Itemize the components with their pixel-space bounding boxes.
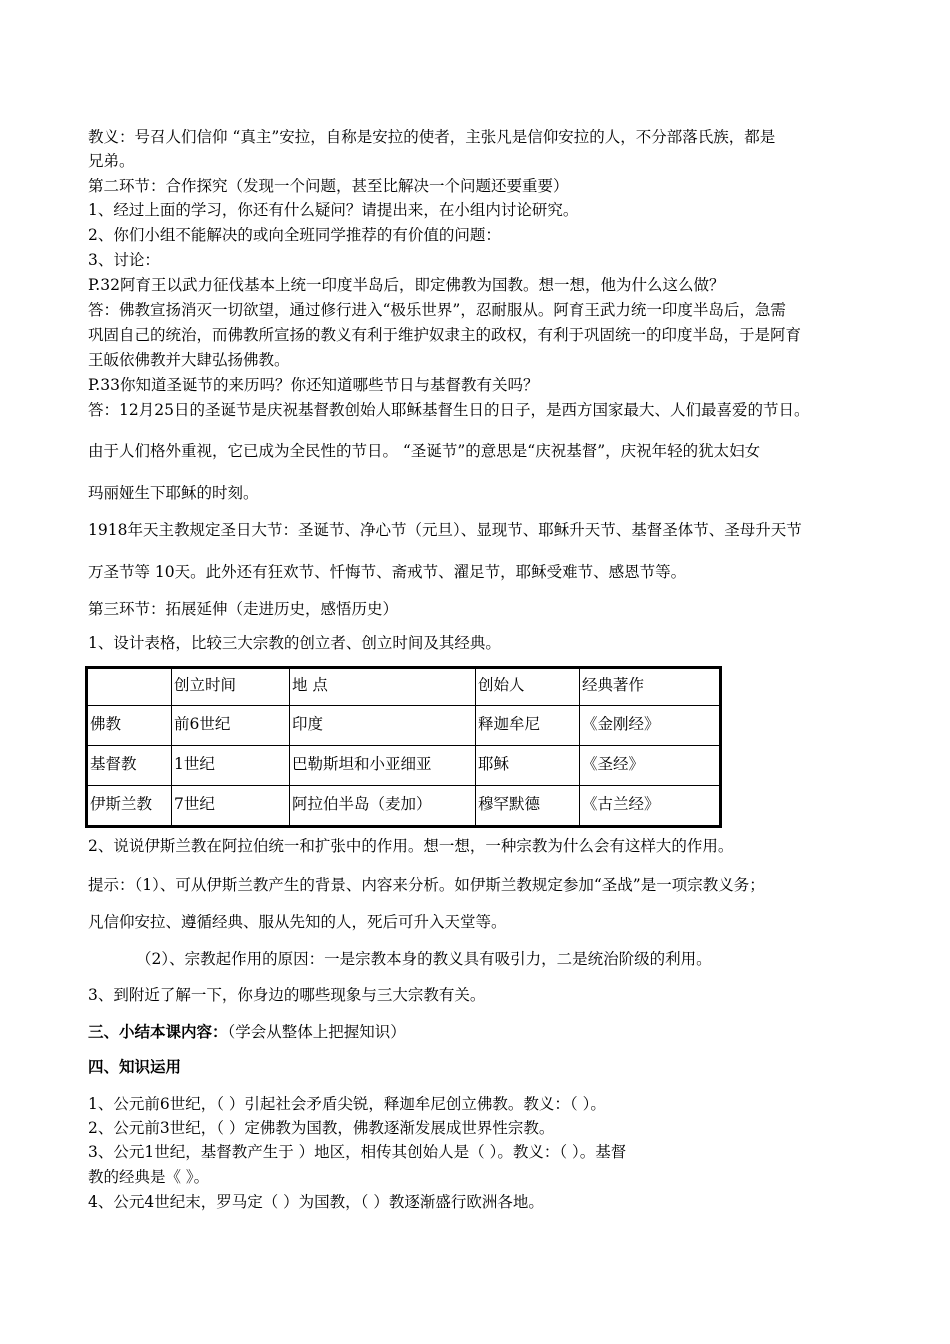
section-heading: 第三环节：拓展延伸（走进历史，感悟历史）: [88, 600, 399, 618]
text-line: 1、经过上面的学习，你还有什么疑问？请提出来，在小组内讨论研究。: [88, 201, 579, 219]
text-line: 2、你们小组不能解决的或向全班同学推荐的有价值的问题：: [88, 226, 501, 244]
answer-line: 1918年天主教规定圣日大节：圣诞节、净心节（元旦）、显现节、耶稣升天节、基督圣体节、圣母升天节: [88, 521, 802, 539]
exercise-line: 教的经典是《 》。: [88, 1168, 210, 1186]
section-heading: 第二环节：合作探究（发现一个问题，甚至比解决一个问题还要重要）: [88, 177, 569, 195]
table-cell: 前6世纪: [172, 706, 290, 746]
text-line: 2、说说伊斯兰教在阿拉伯统一和扩张中的作用。想一想，一种宗教为什么会有这样大的作用。: [88, 837, 734, 855]
table-cell: 7世纪: [172, 786, 290, 826]
text-line: 1、设计表格，比较三大宗教的创立者、创立时间及其经典。: [88, 634, 501, 652]
table-cell: 伊斯兰教: [88, 786, 172, 826]
text-line: 提示：（1）、可从伊斯兰教产生的背景、内容来分析。如伊斯兰教规定参加“圣战”是一项宗教义务；: [88, 876, 765, 894]
table-cell: 印度: [290, 706, 476, 746]
table-header-cell: 经典著作: [580, 669, 720, 706]
exercise-line: 2、公元前3世纪，（ ）定佛教为国教，佛教逐渐发展成世界性宗教。: [88, 1119, 555, 1137]
table-header-cell: 创立时间: [172, 669, 290, 706]
exercise-line: 3、公元1世纪，基督教产生于 ）地区，相传其创始人是（ ）。教义：（ ）。基督: [88, 1143, 627, 1161]
text-line: 凡信仰安拉、遵循经典、服从先知的人，死后可升入天堂等。: [88, 913, 507, 931]
table-cell: 基督教: [88, 746, 172, 786]
table-cell: 释迦牟尼: [476, 706, 580, 746]
table-cell: 佛教: [88, 706, 172, 746]
text-line: 3、讨论：: [88, 251, 160, 269]
table-cell: 《古兰经》: [580, 786, 720, 826]
answer-line: 答：佛教宣扬消灭一切欲望，通过修行进入“极乐世界”，忍耐服从。阿育王武力统一印度半岛后，急需: [88, 301, 786, 319]
summary-heading: [88, 1021, 878, 1043]
section-heading: 四、知识运用: [88, 1057, 182, 1076]
text-line: （2）、宗教起作用的原因：一是宗教本身的教义具有吸引力，二是统治阶级的利用。: [136, 950, 712, 968]
question-line: P.32阿育王以武力征伐基本上统一印度半岛后，即定佛教为国教。想一想，他为什么这么做？: [88, 276, 725, 294]
table-cell: 《金刚经》: [580, 706, 720, 746]
summary-heading-note: （学会从整体上把握知识）: [227, 1023, 406, 1041]
table-row: [88, 706, 720, 746]
table-row: [88, 746, 720, 786]
answer-line: 巩固自己的统治，而佛教所宣扬的教义有利于维护奴隶主的政权，有利于巩固统一的印度半岛，于是阿育: [88, 326, 802, 344]
text-line: 兄弟。: [88, 152, 135, 170]
table-header-cell: 创始人: [476, 669, 580, 706]
table-header-cell: [88, 669, 172, 706]
answer-line: 万圣节等 10天。此外还有狂欢节、忏悔节、斋戒节、濯足节，耶稣受难节、感恩节等。: [88, 563, 687, 581]
answer-line: 由于人们格外重视，它已成为全民性的节日。 “圣诞节”的意思是“庆祝基督”，庆祝年轻的犹太妇女: [88, 442, 761, 460]
text-line: 教义：号召人们信仰 “真主”安拉，自称是安拉的使者，主张凡是信仰安拉的人，不分部落氏族，都是: [88, 128, 776, 146]
summary-heading-title: 三、小结本课内容：: [88, 1022, 228, 1041]
answer-line: 答：12月25日的圣诞节是庆祝基督教创始人耶稣基督生日的日子，是西方国家最大、人们最喜爱的节日。: [88, 401, 810, 419]
exercise-line: 4、公元4世纪末，罗马定（ ）为国教，（ ）教逐渐盛行欧洲各地。: [88, 1193, 544, 1211]
exercise-line: 1、公元前6世纪，（ ）引起社会矛盾尖锐，释迦牟尼创立佛教。教义：（ ）。: [88, 1095, 606, 1113]
question-line: P.33你知道圣诞节的来历吗？你还知道哪些节日与基督教有关吗？: [88, 376, 539, 394]
table-header-row: [88, 669, 720, 706]
religion-comparison-table: [85, 666, 722, 828]
table-cell: 巴勒斯坦和小亚细亚: [290, 746, 476, 786]
table-cell: 耶稣: [476, 746, 580, 786]
table-cell: 阿拉伯半岛（麦加）: [290, 786, 476, 826]
answer-line: 王皈依佛教并大肆弘扬佛教。: [88, 351, 290, 369]
table-cell: 1世纪: [172, 746, 290, 786]
table-row: [88, 786, 720, 826]
table-cell: 《圣经》: [580, 746, 720, 786]
answer-line: 玛丽娅生下耶稣的时刻。: [88, 484, 259, 502]
table-cell: 穆罕默德: [476, 786, 580, 826]
table-header-cell: 地 点: [290, 669, 476, 706]
text-line: 3、到附近了解一下，你身边的哪些现象与三大宗教有关。: [88, 986, 486, 1004]
